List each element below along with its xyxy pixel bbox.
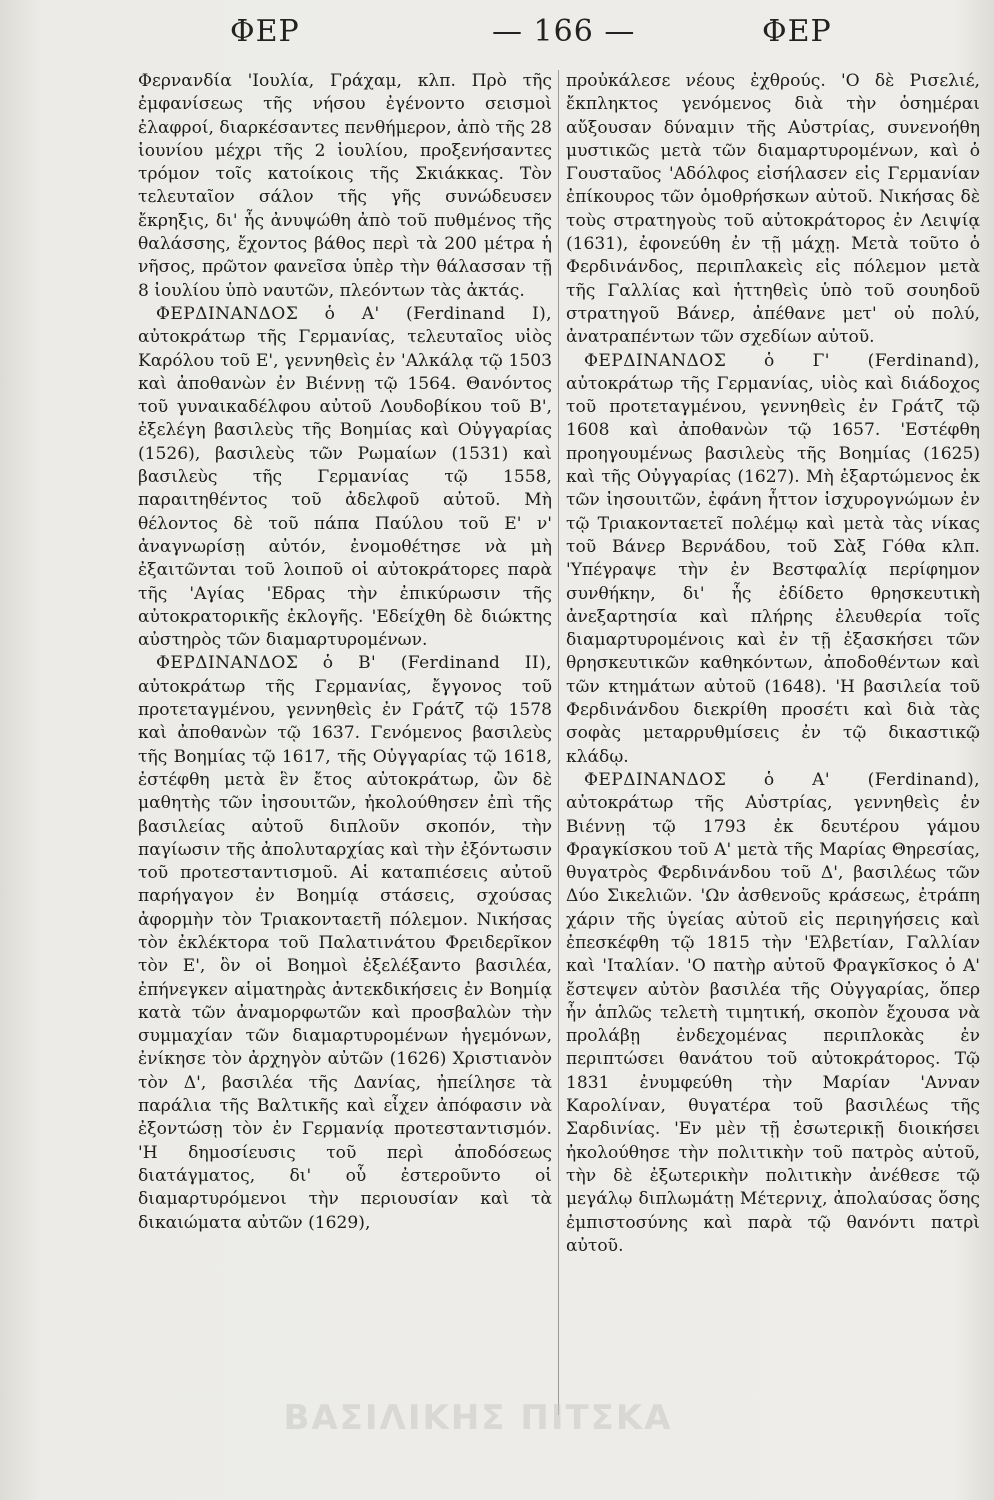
left-column [138, 70, 552, 1450]
entry-headword: ΦΕΡΔΙΝΑΝΔΟΣ ὁ Α' (Ferdinand), [584, 769, 980, 790]
header-guide-word-right: ΦΕΡ [762, 14, 832, 49]
page-number: — 166 — [492, 14, 636, 49]
entry-body: αὐτοκράτωρ τῆς Αὐστρίας, γεννηθεὶς ἐν Βιέννῃ τῷ 1793 ἐκ δευτέρου γάμου Φραγκίσκου τοῦ Α' μετὰ τῆς Μαρίας Θηρεσίας, θυγατρὸς Φερδινάνδου τοῦ Δ', βασιλέως τῶν Δύο Σικελιῶν. 'Ων ἀσθενοῦς κράσεως, ἐτράπη χάριν τῆς ὑγείας αὐτοῦ εἰς περιηγήσεις καὶ ἐπεσκέφθη τῷ 1815 τὴν 'Ελβετίαν, Γαλλίαν καὶ 'Ιταλίαν. 'Ο πατὴρ αὐτοῦ Φραγκῖσκος ὁ Α' ἔστεψεν αὐτὸν βασιλέα τῆς Οὐγγαρίας, ὅπερ ἦν ἁπλῶς τελετὴ τιμητική, σκοπὸν ἔχουσα νὰ προλάβῃ ἐνδεχομένας περιπλοκὰς ἐν περιπτώσει θανάτου τοῦ αὐτοκράτορος. Τῷ 1831 ἐνυμφεύθη τὴν Μαρίαν 'Ανναν Καρολίναν, θυγατέρα τοῦ βασιλέως τῆς Σαρδινίας. 'Εν μὲν τῇ ἐσωτερικῇ διοικήσει ἠκολούθησε τὴν πολιτικὴν τοῦ πατρὸς αὐτοῦ, τὴν δὲ ἐξωτερικὴν πολιτικὴν ἀνέθεσε τῷ μεγάλῳ διπλωμάτῃ Μέτερνιχ, ἀπολαύσας ὅσης ἐμπιστοσύνης καὶ παρὰ τῷ θανόντι πατρὶ αὐτοῦ. [566, 793, 980, 1256]
dictionary-entry [138, 652, 552, 1234]
dictionary-entry [566, 350, 980, 769]
library-watermark: ΒΑΣΙΛΙΚΗΣ ΠΙΤΣΚΑ [283, 1398, 673, 1438]
right-column [566, 70, 980, 1450]
entry-headword: ΦΕΡΔΙΝΑΝΔΟΣ ὁ Α' (Ferdinand I), [156, 303, 552, 324]
entry-body: αὐτοκράτωρ τῆς Γερμανίας, τελευταῖος υἱὸς Καρόλου τοῦ Ε', γεννηθεὶς ἐν 'Αλκάλᾳ τῷ 1503 καὶ ἀποθανὼν ἐν Βιέννῃ τῷ 1564. Θανόντος τοῦ γυναικαδέλφου αὐτοῦ Λουδοβίκου τοῦ Β', ἐξελέγη βασιλεὺς τῆς Βοημίας καὶ Οὐγγαρίας (1526), βασιλεὺς τῶν Ρωμαίων (1531) καὶ βασιλεὺς τῆς Γερμανίας τῷ 1558, παραιτηθέντος τοῦ ἀδελφοῦ αὐτοῦ. Μὴ θέλοντος δὲ τοῦ πάπα Παύλου τοῦ Ε' ν' ἀναγνωρίσῃ αὐτόν, ἐνομοθέτησε νὰ μὴ ἐξαιτῶνται τοῦ λοιποῦ οἱ αὐτοκράτορες παρὰ τῆς 'Αγίας 'Εδρας τὴν ἐπικύρωσιν τῆς αὐτοκρατορικῆς ἐκλογῆς. 'Εδείχθη δὲ διώκτης αὐστηρὸς τῶν διαμαρτυρομένων. [138, 327, 552, 651]
entry-headword: ΦΕΡΔΙΝΑΝΔΟΣ ὁ Γ' (Ferdinand), [584, 350, 980, 371]
dictionary-entry [566, 769, 980, 1258]
entry-body: αὐτοκράτωρ τῆς Γερμανίας, ἔγγονος τοῦ προτεταγμένου, γεννηθεὶς ἐν Γράτζ τῷ 1578 καὶ ἀποθανὼν τῷ 1637. Γενόμενος βασιλεὺς τῆς Βοημίας τῷ 1617, τῆς Οὐγγαρίας τῷ 1618, ἐστέφθη μετὰ ἓν ἔτος αὐτοκράτωρ, ὢν δὲ μαθητὴς τῶν ἰησουιτῶν, ἠκολούθησεν ἐπὶ τῆς βασιλείας αὐτοῦ διπλοῦν σκοπόν, τὴν παγίωσιν τῆς ἀπολυταρχίας καὶ τὴν ἐξόντωσιν τοῦ προτεσταντισμοῦ. Αἱ καταπιέσεις αὐτοῦ παρήγαγον ἐν Βοημίᾳ στάσεις, σχούσας ἀφορμὴν τὸν Τριακονταετῆ πόλεμον. Νικήσας τὸν ἐκλέκτορα τοῦ Παλατινάτου Φρειδερῖκον τὸν Ε', ὃν οἱ Βοημοὶ ἐξελέξαντο βασιλέα, ἐπήνεγκεν αἱματηρὰς ἀντεκδικήσεις ἐν Βοημίᾳ κατὰ τῶν ἀναμορφωτῶν καὶ προσβαλὼν τὴν συμμαχίαν τῶν διαμαρτυρομένων ἡγεμόνων, ἐνίκησε τὸν ἀρχηγὸν αὐτῶν (1626) Χριστιανὸν τὸν Δ', βασιλέα τῆς Δανίας, ἠπείλησε τὰ παράλια τῆς Βαλτικῆς καὶ εἶχεν ἀπόφασιν νὰ ἐξοντώσῃ τὸν ἐν Γερμανίᾳ προτεσταντισμόν. 'Η δημοσίευσις τοῦ περὶ ἀποδόσεως διατάγματος, δι' οὗ ἐστεροῦντο οἱ διαμαρτυρόμενοι τὴν περιουσίαν καὶ τὰ δικαιώματα αὐτῶν (1629), [138, 676, 552, 1233]
header-guide-word-left: ΦΕΡ [230, 14, 300, 49]
entry-headword: ΦΕΡΔΙΝΑΝΔΟΣ ὁ Β' (Ferdinand II), [156, 653, 552, 674]
continued-paragraph: Φερνανδία 'Ιουλία, Γράχαμ, κλπ. Πρὸ τῆς ἐμφανίσεως τῆς νήσου ἐγένοντο σεισμοὶ ἐλαφροί, διαρκέσαντες πενθήμερον, ἀπὸ τῆς 28 ἰουνίου μέχρι τῆς 2 ἰουλίου, προξενήσαντες τρόμον τοῖς κατοίκοις τῆς Σκιάκκας. Τὸν τελευταῖον σάλον τῆς γῆς συνώδευσεν ἔκρηξις, δι' ἧς ἀνυψώθη ἀπὸ τοῦ πυθμένος τῆς θαλάσσης, ἔχοντος βάθος περὶ τὰ 200 μέτρα ἡ νῆσος, πρῶτον φανεῖσα ὑπὲρ τὴν θάλασσαν τῇ 8 ἰουλίου ὑπὸ ναυτῶν, πλεόντων τὰς ἀκτάς. [138, 71, 552, 301]
dictionary-entry [138, 303, 552, 652]
column-divider [558, 70, 559, 1415]
running-header [0, 14, 994, 62]
entry-body: αὐτοκράτωρ τῆς Γερμανίας, υἱὸς καὶ διάδοχος τοῦ προτεταγμένου, γεννηθεὶς ἐν Γράτζ τῷ 1608 καὶ ἀποθανὼν τῷ 1657. 'Εστέφθη προηγουμένως βασιλεὺς τῆς Βοημίας (1625) καὶ τῆς Οὐγγαρίας (1627). Μὴ ἐξαρτώμενος ἐκ τῶν ἰησουιτῶν, ἐφάνη ἧττον ἰσχυρογνώμων ἐν τῷ Τριακονταετεῖ πολέμῳ καὶ μετὰ τὰς νίκας τοῦ Βάνερ Βερνάδου, τοῦ Σὰξ Γόθα κλπ. 'Υπέγραψε τὴν ἐν Βεστφαλίᾳ περίφημον συνθήκην, δι' ἧς ἐδίδετο θρησκευτικὴ ἀνεξαρτησία καὶ πλήρης ἐλευθερία τοῖς διαμαρτυρομένοις καὶ ἐν τῇ ἐξασκήσει τῶν θρησκευτικῶν καθηκόντων, ἀποδοθέντων καὶ τῶν κτημάτων αὐτοῦ (1648). 'Η βασιλεία τοῦ Φερδινάνδου διεκρίθη προσέτι καὶ διὰ τὰς σοφὰς μεταρρυθμίσεις ἐν τῷ δικαστικῷ κλάδῳ. [566, 373, 980, 767]
continued-paragraph: προὐκάλεσε νέους ἐχθρούς. 'Ο δὲ Ρισελιέ, ἔκπληκτος γενόμενος διὰ τὴν ὁσημέραι αὔξουσαν δύναμιν τῆς Αὐστρίας, συνενοήθη μυστικῶς μετὰ τῶν διαμαρτυρομένων, καὶ ὁ Γουσταῦος 'Αδόλφος εἰσήλασεν εἰς Γερμανίαν ἐπίκουρος τῶν ὁμοθρήσκων αὐτοῦ. Νικήσας δὲ τοὺς στρατηγοὺς τοῦ αὐτοκράτορος ἐν Λειψίᾳ (1631), ἐφονεύθη ἐν τῇ μάχῃ. Μετὰ τοῦτο ὁ Φερδινάνδος, περιπλακεὶς εἰς πόλεμον μετὰ τῆς Γαλλίας καὶ ἡττηθεὶς ὑπὸ τοῦ σουηδοῦ στρατηγοῦ Βάνερ, ἀπέθανε μετ' οὐ πολύ, ἀνατραπέντων τῶν σχεδίων αὐτοῦ. [566, 71, 980, 348]
